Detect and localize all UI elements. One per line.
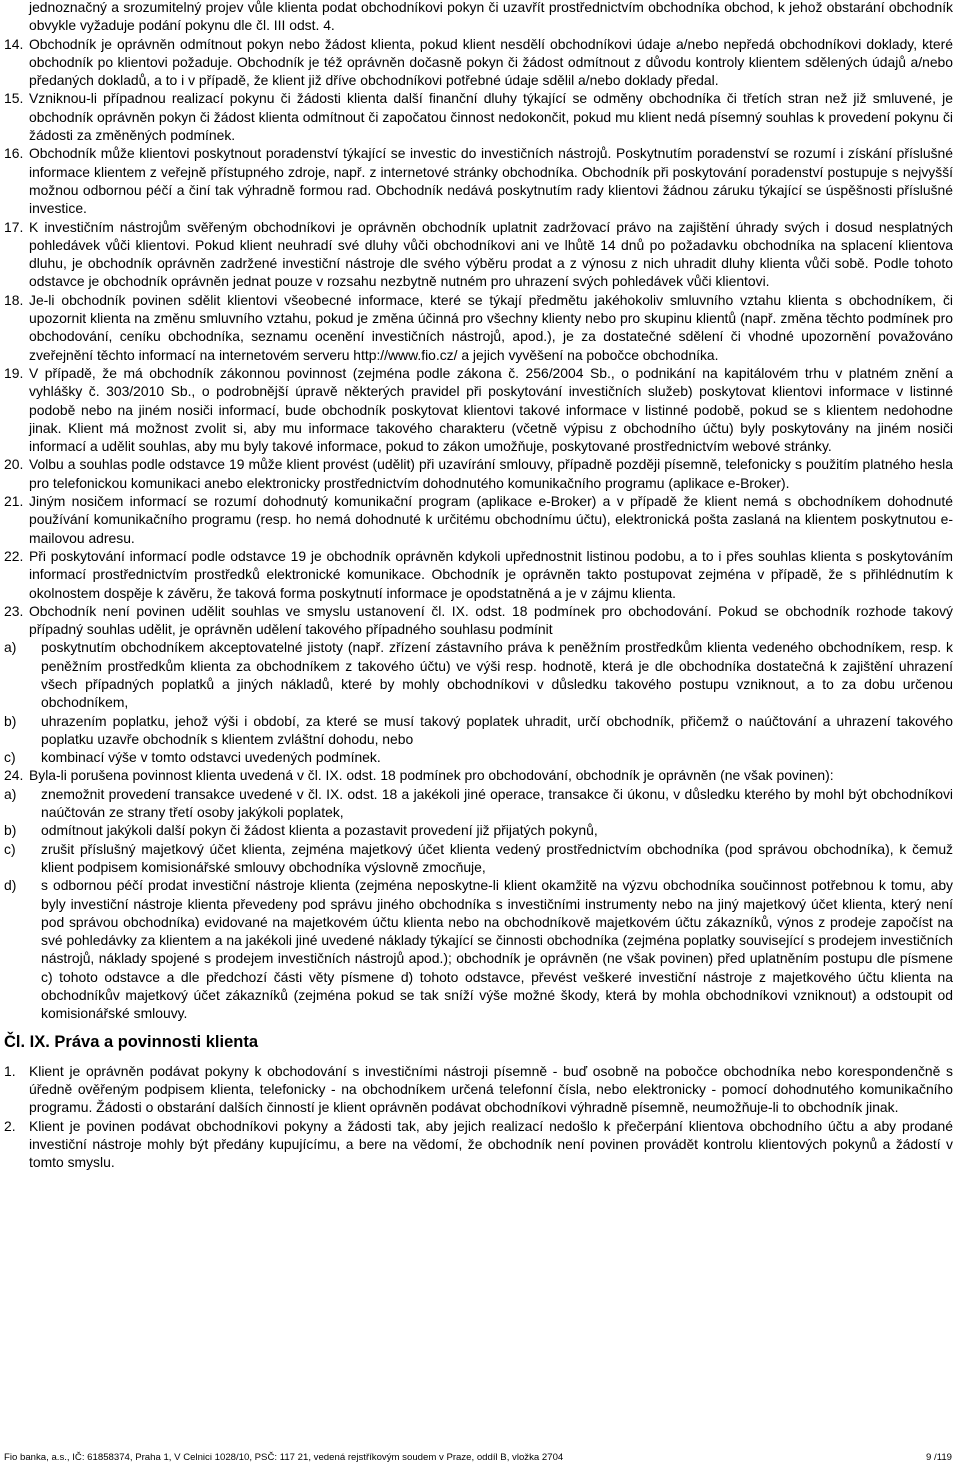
paragraph-number: 1. bbox=[4, 1062, 16, 1079]
numbered-paragraph bbox=[4, 455, 953, 492]
item-text: s odbornou péčí prodat investiční nástroje klienta (zejména neposkytne-li klient okamžitě na výzvu obchodníka součinnost potřebnou k tomu, aby byly investiční nástroje klienta převedeny pod správu jiného obchodníka s investičními instrumenty nebo na jiný majetkový účet klienta, který není pod správou obchodníka) evidované na majetkovém účtu klienta nebo na obchodníkově majetkovém účtu zákazníků, výnos z prodeje započíst na své pohledávky za klientem a na jakékoli jiné uvedené náklady týkající se činnosti obchodníka (zejména poplatky související s prodejem investičních nástrojů, náklady spojené s prodejem investičních nástrojů apod.); obchodník je oprávněn (ne však povinen) před uplatněním postupu dle písmene c) tohoto odstavce a dle předchozí části věty písmene d) tohoto odstavce, převést veškeré investiční nástroje z majetkového účtu klienta na obchodníkův majetkový účet zákazníků (zejména pokud se tak sníží výše možné škody, která by mohla obchodníkovi vzniknout) a odstoupit od komisionářské smlouvy. bbox=[41, 877, 953, 1022]
numbered-paragraph bbox=[4, 89, 953, 144]
paragraph-text: Volbu a souhlas podle odstavce 19 může klient provést (udělit) při uzavírání smlouvy, případně později písemně, telefonicky s použitím platného hesla pro telefonickou komunikaci anebo elektronicky prostřednictvím dohodnutého komunikačního programu (aplikace e-Broker). bbox=[29, 456, 953, 491]
paragraph-text: Je-li obchodník povinen sdělit klientovi všeobecné informace, které se týkají předmětu jakéhokoliv smluvního vztahu klienta s obchodníkem, či upozornit klienta na změnu smluvního vztahu, pokud je změna účinná pro všechny klienty nebo pro skupinu klientů (např. změna těchto podmínek pro obchodování, ceníku obchodníka, seznamu ocenění investičních nástrojů, apod.), je za dostatečné sdělení či vhodné upozornění považováno zveřejnění těchto informací na internetovém serveru http://www.fio.cz/ a jejich vyvěšení na pobočce obchodníka. bbox=[29, 291, 953, 363]
lettered-sublist bbox=[4, 638, 953, 766]
item-letter: d) bbox=[4, 877, 17, 894]
lettered-item bbox=[4, 712, 953, 749]
lettered-item bbox=[4, 840, 953, 877]
paragraph-text: Klient je oprávněn podávat pokyny k obchodování s investičními nástroji písemně - buď osobně na pobočce obchodníka nebo korespondenčně s úředně ověřeným podpisem klienta, telefonicky - na obchodníkem určená telefonní čísla, nebo elektronicky - pomocí dohodnutého komunikačního programu. Žádosti o obstarání dalších činností je klient oprávněn podávat obchodníkovi výhradně písemně, neumožňuje-li to obchodník jinak. bbox=[29, 1062, 953, 1116]
item-letter: c) bbox=[4, 840, 16, 857]
paragraph-number: 24. bbox=[4, 767, 24, 784]
paragraph-text: Při poskytování informací podle odstavce 19 je obchodník oprávněn kdykoli upřednostnit listinou podobu, a to i přes souhlas klienta s poskytováním informací prostřednictvím prostředků elektronické komunikace. Obchodník je oprávněn takto postupovat zejména v případě, že s přihlédnutím k okolnostem dospěje k závěru, že taková forma poskytnutí informace je opodstatněná a je v zájmu klienta. bbox=[29, 547, 953, 601]
page-footer bbox=[4, 1452, 952, 1464]
item-text: znemožnit provedení transakce uvedené v čl. IX. odst. 18 a jakékoli jiné operace, transakce či úkonu, v důsledku kterého by mohl být obchodníkovi naúčtován ze strany třetí osoby jakýkoli poplatek, bbox=[41, 785, 953, 821]
item-text: poskytnutím obchodníkem akceptovatelné jistoty (např. zřízení zástavního práva k peněžním prostředkům klienta vedeného obchodníkem, resp. k peněžním prostředkům klienta za obchodníkem z takového účtu) ve výši resp. hodnotě, která je dle obchodníka dostatečná k zajištění uhrazení všech případných poplatků a jiných nákladů, které by mohly obchodníkovi v důsledku takového postupu vzniknout, a to za dobu určenou obchodníkem, bbox=[41, 639, 953, 711]
paragraph-text: Obchodník může klientovi poskytnout poradenství týkající se investic do investičních nástrojů. Poskytnutím poradenství se rozumí i získání příslušné informace klientem z veřejně přístupného zdroje, např. z internetové stránky obchodníka. Obchodník při poskytování poradenství postupuje s nejvyšší možnou odbornou péčí a činí tak výhradně formou rad. Obchodník nedává poskytnutím rady klientovi žádnou záruku týkající se úspěšnosti příslušné investice. bbox=[29, 145, 953, 217]
paragraph-number: 18. bbox=[4, 291, 24, 308]
item-text: zrušit příslušný majetkový účet klienta, zejména majetkový účet klienta vedený prostřednictvím obchodníka (pod správou obchodníka), k čemuž klient podpisem komisionářské smlouvy obchodníka výslovně zmocňuje, bbox=[41, 840, 953, 875]
paragraph-text: Jiným nosičem informací se rozumí dohodnutý komunikační program (aplikace e-Broker) a v případě že klient nemá s obchodníkem dohodnuté používání komunikačního programu (resp. ho nemá dohodnuté k určitému obchodnímu účtu), elektronická pošta zaslaná na klientem poskytnutou e-mailovou adresu. bbox=[29, 493, 953, 546]
paragraph-number: 21. bbox=[4, 493, 24, 510]
numbered-paragraph bbox=[4, 35, 953, 90]
paragraph-text: Obchodník není povinen udělit souhlas ve smyslu ustanovení čl. IX. odst. 18 podmínek pro obchodování. Pokud se obchodník rozhode takový případný souhlas udělit, je oprávněn udělení takového případného souhlasu podmínit bbox=[29, 602, 953, 638]
paragraph-text: Klient je povinen podávat obchodníkovi pokyny a žádosti tak, aby jejich realizací nedošlo k přečerpání klientova obchodního účtu a aby prodané investiční nástroje mohly být předány kupujícímu, a bere na vědomí, že obchodník není povinen provádět kontrolu klientových pokynů a žádostí v tomto smyslu. bbox=[29, 1117, 953, 1171]
item-letter: c) bbox=[4, 749, 16, 766]
paragraph-number: 19. bbox=[4, 364, 24, 381]
paragraph-number: 23. bbox=[4, 602, 24, 619]
paragraph-text: K investičním nástrojům svěřeným obchodníkovi je oprávněn obchodník uplatnit zadržovací právo na zajištění úhrady svých i dosud nesplatných pohledávek vůči klientovi. Pokud klient neuhradí své dluhy vůči obchodníkovi ani ve lhůtě 14 dnů po požadavku obchodníka na splacení klientova dluhu, je obchodník oprávněn zadržené investiční nástroje dle svého výběru prodat a z výnosu z nich uhradit dluhy klienta vůči sobě. Podle tohoto odstavce je obchodník oprávněn jednat pouze v rozsahu nezbytně nutném pro uhrazení svých pohledávek vůči klientovi. bbox=[29, 218, 953, 290]
lettered-item bbox=[4, 785, 953, 822]
numbered-paragraph bbox=[4, 144, 953, 217]
numbered-paragraph bbox=[4, 1062, 953, 1117]
item-letter: a) bbox=[4, 785, 17, 802]
paragraph-number: 14. bbox=[4, 35, 24, 52]
numbered-paragraph bbox=[4, 547, 953, 602]
item-text: uhrazením poplatku, jehož výši i období, za které se musí takový poplatek uhradit, určí obchodník, přičemž o naúčtování a uhrazení takového poplatku uzavře obchodník s klientem zvláštní dohodu, nebo bbox=[41, 712, 953, 747]
paragraph-number: 17. bbox=[4, 218, 24, 235]
lettered-item bbox=[4, 748, 953, 766]
continued-paragraph: jednoznačný a srozumitelný projev vůle klienta podat obchodníkovi pokyn či uzavřít prostřednictvím obchodníka obchod, k jehož obstarání obchodník obvykle vyžaduje podání pokynu dle čl. III odst. 4. bbox=[29, 0, 953, 34]
section-heading: Čl. IX. Práva a povinnosti klienta bbox=[4, 1032, 258, 1051]
document-body bbox=[4, 0, 953, 1171]
numbered-paragraph bbox=[4, 218, 953, 291]
numbered-paragraph bbox=[4, 291, 953, 364]
numbered-paragraph bbox=[4, 364, 953, 455]
item-text: kombinací výše v tomto odstavci uvedených podmínek. bbox=[41, 749, 381, 766]
paragraph-number: 16. bbox=[4, 145, 24, 162]
lettered-sublist bbox=[4, 785, 953, 1023]
lettered-item bbox=[4, 876, 953, 1022]
numbered-paragraph bbox=[4, 602, 953, 767]
paragraph-text: V případě, že má obchodník zákonnou povinnost (zejména podle zákona č. 256/2004 Sb., o podnikání na kapitálovém trhu v platném znění a vyhlášky č. 303/2010 Sb., o podrobnější úpravě některých pravidel při poskytování investičních služeb) poskytovat klientovi informace v listinné podobě nebo na jiném nosiči informací, bude obchodník poskytovat klientovi takové informace v listinné podobě, pokud se s klientem nedohodne jinak. Klient má možnost zvolit si, aby mu informace takového charakteru (včetně výpisu z obchodního účtu) byly poskytovány na jiném nosiči informací a udělit souhlas, aby mu byly takové informace, pokud to zákon umožňuje, poskytované prostřednictvím webové stránky. bbox=[29, 364, 953, 455]
item-letter: a) bbox=[4, 639, 17, 656]
paragraph-number: 20. bbox=[4, 456, 24, 473]
paragraph-text: Vzniknou-li případnou realizací pokynu či žádosti klienta další finanční dluhy týkající se odměny obchodníka či třetích stran než již smluvené, je obchodník oprávněn pokyn či žádost klienta odmítnout či započatou činnost nedokončit, pokud mu klient nedá písemný souhlas k provedení pokynu či žádosti za změněných podmínek. bbox=[29, 90, 953, 144]
item-letter: b) bbox=[4, 822, 17, 839]
footer-company-info: Fio banka, a.s., IČ: 61858374, Praha 1, V Celnici 1028/10, PSČ: 117 21, vedená rejstříkovým soudem v Praze, oddíl B, vložka 2704 bbox=[4, 1452, 564, 1463]
numbered-paragraph bbox=[4, 766, 953, 1022]
lettered-item bbox=[4, 821, 953, 839]
lettered-item bbox=[4, 638, 953, 711]
paragraph-number: 15. bbox=[4, 90, 24, 107]
paragraph-text: Byla-li porušena povinnost klienta uvedená v čl. IX. odst. 18 podmínek pro obchodování, obchodník je oprávněn (ne však povinen): bbox=[29, 767, 834, 784]
numbered-paragraph bbox=[4, 1117, 953, 1172]
item-letter: b) bbox=[4, 712, 17, 729]
paragraph-list-section-8 bbox=[4, 35, 953, 1023]
paragraph-number: 2. bbox=[4, 1117, 16, 1134]
paragraph-list-section-9 bbox=[4, 1062, 953, 1172]
paragraph-number: 22. bbox=[4, 547, 24, 564]
footer-page-number: 9 /119 bbox=[926, 1452, 952, 1463]
paragraph-text: Obchodník je oprávněn odmítnout pokyn nebo žádost klienta, pokud klient nesdělí obchodníkovi údaje a/nebo nepředá obchodníkovi doklady, které obchodník po klientovi požaduje. Obchodník je též oprávněn dočasně pokyn či žádost odmítnout z důvodu kontroly klientem sdělených údajů a/nebo předaných dokladů, a to i v případě, že klient již dříve obchodníkovi potřebné údaje sdělil a/nebo doklady předal. bbox=[29, 35, 953, 89]
item-text: odmítnout jakýkoli další pokyn či žádost klienta a pozastavit provedení již přijatých pokynů, bbox=[41, 822, 598, 839]
numbered-paragraph bbox=[4, 492, 953, 547]
